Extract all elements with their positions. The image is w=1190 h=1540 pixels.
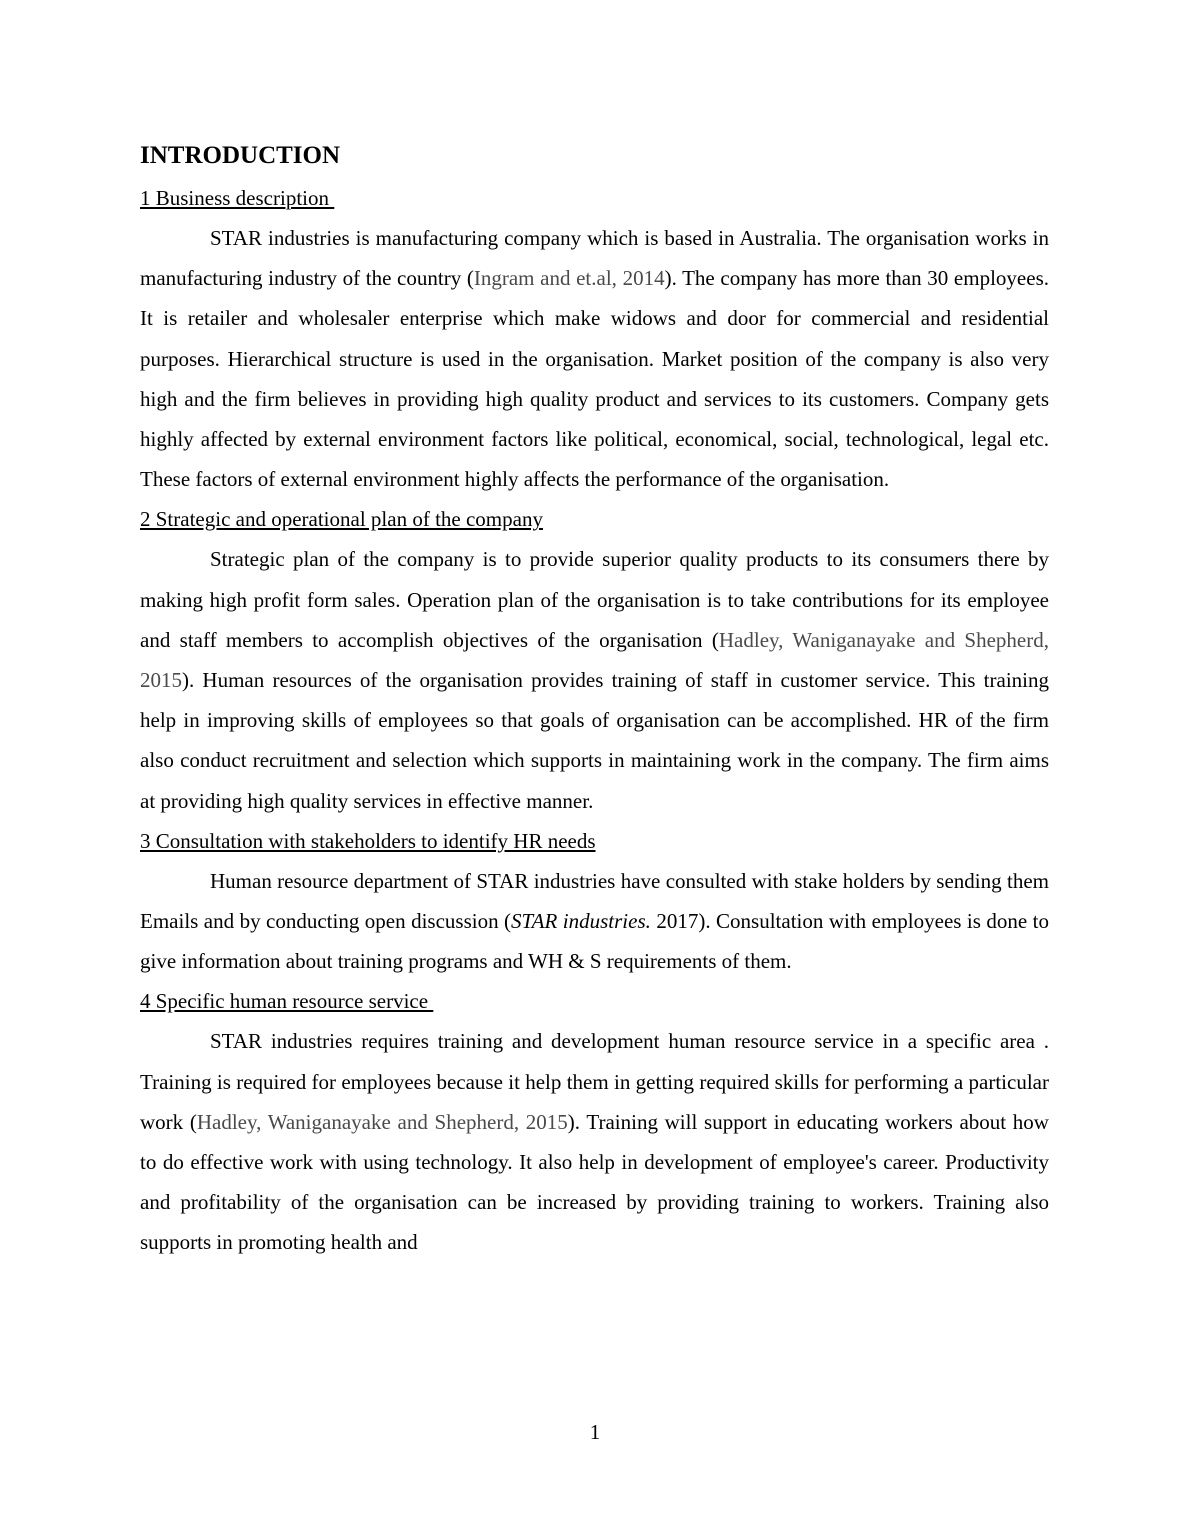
paragraph-text: ). Human resources of the organisation provides training of staff in customer service. This training help in improving skills of employees so that goals of organisation can be accomplished. HR of the firm also conduct recruitment and selection which supports in maintaining work in the company. The firm aims at providing high quality services in effective manner. <box>140 668 1049 813</box>
citation-year: 2017 <box>650 909 699 934</box>
paragraph-text: Strategic plan of the company is to provide superior quality products to its consumers there by making high profit form sales. Operation plan of the organisation is to take contributions for its employee and staff members to accomplish objectives of the organisation ( <box>140 547 1049 652</box>
citation: Ingram and et.al, 2014 <box>473 266 665 291</box>
paragraph-text: ). The company has more than 30 employees. It is retailer and wholesaler enterprise which make widows and door for commercial and residential purposes. Hierarchical structure is used in the organisation. Market position of the company is also very high and the firm believes in providing high quality product and services to its customers. Company gets highly affected by external environment factors like political, economical, social, technological, legal etc. These factors of external environment highly affects the performance of the organisation. <box>140 266 1049 492</box>
paragraph-text: STAR industries requires training and development human resource service in a specific area . Training is required for employees because it help them in getting required skills for performing a particular work ( <box>140 1029 1049 1134</box>
section-heading-hr-service: 4 Specific human resource service <box>140 989 434 1014</box>
paragraph-strategic-plan <box>140 539 1049 820</box>
section-heading-strategic-plan: 2 Strategic and operational plan of the company <box>140 507 543 532</box>
section-heading-business-description: 1 Business description <box>140 186 335 210</box>
page-number: 1 <box>589 1420 601 1444</box>
citation: Hadley, Waniganayake and Shepherd, 2015 <box>196 1109 568 1134</box>
section-heading-consultation: 3 Consultation with stakeholders to identify HR needs <box>140 828 596 853</box>
paragraph-text: ). Consultation with employees is done to give information about training programs and WH & S requirements of them. <box>140 909 1049 974</box>
citation-italic: STAR industries. <box>511 909 651 934</box>
paragraph-hr-service <box>140 1021 1049 1262</box>
document-title: INTRODUCTION <box>140 142 341 169</box>
paragraph-text: Human resource department of STAR industries have consulted with stake holders by sending them Emails and by conducting open discussion ( <box>140 868 1049 934</box>
paragraph-business-description <box>140 218 1049 499</box>
document-body <box>140 137 1049 1263</box>
paragraph-text: ). Training will support in educating workers about how to do effective work with using technology. It also help in development of employee's career. Productivity and profitability of the organisation can be increased by providing training to workers. Training also supports in promoting health and <box>140 1109 1049 1255</box>
paragraph-text: STAR industries is manufacturing company which is based in Australia. The organisation works in manufacturing industry of the country ( <box>140 226 1049 291</box>
citation: Hadley, Waniganayake and Shepherd, 2015 <box>140 627 1049 693</box>
paragraph-consultation <box>140 861 1049 982</box>
